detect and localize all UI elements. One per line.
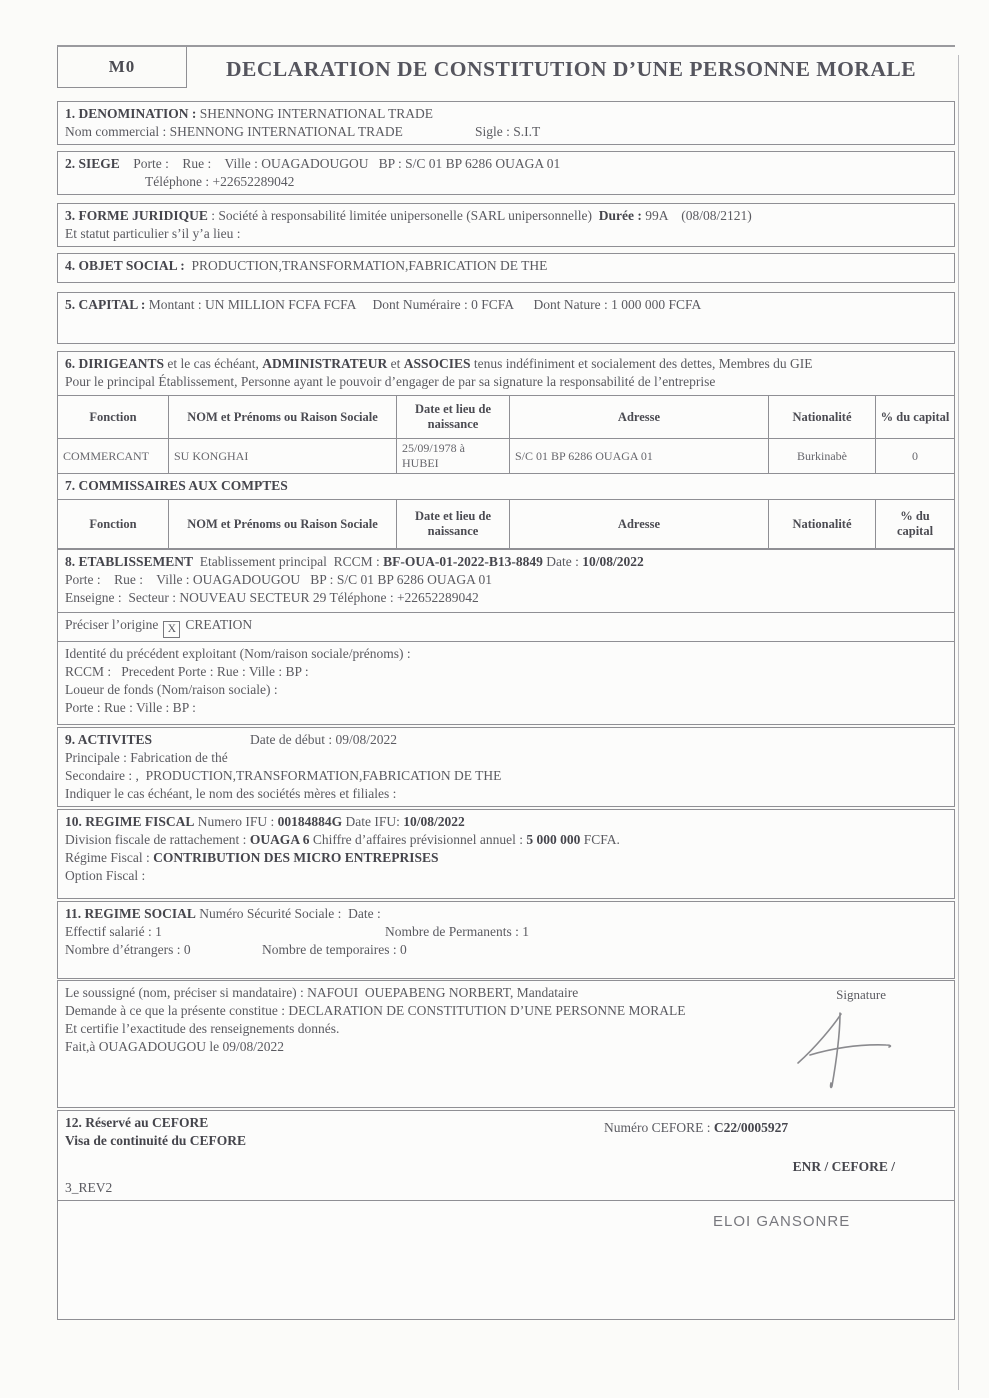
precedent-loueur: Loueur de fonds (Nom/raison sociale) :: [65, 681, 278, 697]
activites-title: 9. ACTIVITES: [65, 731, 153, 747]
dirigeants-intro1: 6. DIRIGEANTS et le cas échéant, ADMINISTRATEUR et ASSOCIES tenus indéfiniment et socialement des dettes, Membres du GIE: [65, 356, 813, 371]
sigle: Sigle : S.I.T: [475, 124, 541, 139]
activites-filiales: Indiquer le cas échéant, le nom des sociétés mères et filiales :: [65, 785, 397, 801]
etablissement-enseigne: Enseigne : Secteur : NOUVEAU SECTEUR 29 Téléphone : +22652289042: [65, 590, 479, 605]
dirigeant-fonction: COMMERCANT: [58, 439, 169, 473]
objet-social-line: 4. OBJET SOCIAL : PRODUCTION,TRANSFORMATION,FABRICATION DE THE: [65, 258, 548, 273]
section-regime-fiscal: [57, 809, 955, 899]
etrangers-line: [65, 941, 947, 959]
cefore-title: 12. Réservé au CEFORE: [65, 1114, 209, 1130]
section-footer: [57, 1200, 955, 1320]
siege-telephone: Téléphone : +22652289042: [145, 174, 295, 189]
form-revision: 3_REV2: [65, 1179, 113, 1195]
creation-checkbox: X: [163, 621, 180, 638]
activites-line: [65, 731, 947, 749]
regime-social-line: 11. REGIME SOCIAL Numéro Sécurité Sociale : Date :: [65, 905, 381, 921]
col-header-nom: NOM et Prénoms ou Raison Sociale: [169, 500, 397, 549]
form-page: [57, 45, 955, 1320]
section-siege: [57, 151, 955, 195]
section-dirigeants: [57, 351, 955, 474]
signature-label: Signature: [836, 986, 886, 1002]
siege-line: 2. SIEGE Porte : Rue : Ville : OUAGADOUGOU BP : S/C 01 BP 6286 OUAGA 01: [65, 156, 561, 171]
effectif-line: [65, 923, 947, 941]
division-fiscale-line: Division fiscale de rattachement : OUAGA 6 Chiffre d’affaires prévisionnel annuel : 5 000 000 FCFA.: [65, 831, 620, 847]
form-title: DECLARATION DE CONSTITUTION D’UNE PERSONNE MORALE: [225, 57, 917, 81]
form-code: M0: [108, 57, 136, 76]
section-precedent-exploitant: [57, 641, 955, 725]
col-header-capital: % du capital: [876, 500, 954, 549]
capital-line: 5. CAPITAL : Montant : UN MILLION FCFA FCFA Dont Numéraire : 0 FCFA Dont Nature : 1 000 000 FCFA: [65, 297, 702, 312]
regime-fiscal-line: 10. REGIME FISCAL Numero IFU : 00184884G Date IFU: 10/08/2022: [65, 813, 465, 829]
activite-secondaire: Secondaire : , PRODUCTION,TRANSFORMATION,FABRICATION DE THE: [65, 767, 502, 783]
effectif-salarie: Effectif salarié : 1: [65, 923, 162, 939]
dirigeant-nationalite: Burkinabè: [769, 439, 876, 473]
denomination-line: 1. DENOMINATION : SHENNONG INTERNATIONAL TRADE: [65, 106, 433, 121]
dirigeant-capital: 0: [912, 448, 918, 463]
commissaires-title: 7. COMMISSAIRES AUX COMPTES: [65, 478, 288, 493]
form-header: [57, 45, 955, 88]
col-header-nom: NOM et Prénoms ou Raison Sociale: [169, 396, 397, 439]
precedent-rccm: RCCM : Precedent Porte : Rue : Ville : BP :: [65, 663, 309, 679]
section-declaration: [57, 980, 955, 1108]
commissaires-table: [58, 499, 954, 549]
demande-line: Demande à ce que la présente constitue : DECLARATION DE CONSTITUTION D’UNE PERSONNE MORALE: [65, 1002, 686, 1018]
section-regime-social: [57, 901, 955, 979]
activites-date-debut: Date de début : 09/08/2022: [250, 731, 397, 747]
col-header-nationalite: Nationalité: [769, 396, 876, 439]
form-code-box: [57, 47, 187, 88]
cefore-visa: Visa de continuité du CEFORE: [65, 1132, 247, 1148]
origine-value: CREATION: [185, 617, 253, 632]
nom-commercial: Nom commercial : SHENNONG INTERNATIONAL TRADE: [65, 124, 403, 139]
section-cefore: [57, 1110, 955, 1201]
option-fiscal: Option Fiscal :: [65, 867, 146, 883]
section-forme-juridique: [57, 203, 955, 247]
activite-principale: Principale : Fabrication de thé: [65, 749, 228, 765]
regime-fiscal-type: Régime Fiscal : CONTRIBUTION DES MICRO ENTREPRISES: [65, 849, 439, 865]
cefore-enr: ENR / CEFORE /: [792, 1158, 895, 1174]
precedent-porte: Porte : Rue : Ville : BP :: [65, 699, 196, 715]
statut-particulier-line: Et statut particulier s’il y’a lieu :: [65, 226, 241, 241]
dirigeants-intro2: Pour le principal Établissement, Personne ayant le pouvoir d’engager de par sa signature la responsabilité de l’entreprise: [65, 374, 716, 389]
nom-commercial-line: [65, 123, 947, 141]
section-capital: [57, 292, 955, 344]
col-header-adresse: Adresse: [510, 500, 769, 549]
etablissement-adresse: Porte : Rue : Ville : OUAGADOUGOU BP : S/C 01 BP 6286 OUAGA 01: [65, 572, 492, 587]
col-header-adresse: Adresse: [510, 396, 769, 439]
origine-label: Préciser l’origine: [65, 617, 159, 632]
certifie-line: Et certifie l’exactitude des renseignements donnés.: [65, 1020, 340, 1036]
soussigne-line: Le soussigné (nom, préciser si mandataire) : NAFOUI OUEPABENG NORBERT, Mandataire: [65, 984, 579, 1000]
section-origine: [57, 612, 955, 642]
dirigeants-table: [58, 395, 954, 473]
section-etablissement: [57, 549, 955, 613]
signature-scribble: [790, 1003, 910, 1093]
nombre-temporaires: Nombre de temporaires : 0: [262, 941, 407, 957]
col-header-capital: % du capital: [876, 396, 954, 439]
etablissement-line: 8. ETABLISSEMENT Etablissement principal RCCM : BF-OUA-01-2022-B13-8849 Date : 10/08/2022: [65, 554, 644, 569]
nombre-permanents: Nombre de Permanents : 1: [385, 923, 529, 939]
precedent-identite: Identité du précédent exploitant (Nom/raison sociale/prénoms) :: [65, 645, 411, 661]
nombre-etrangers: Nombre d’étrangers : 0: [65, 941, 191, 957]
col-header-fonction: Fonction: [58, 500, 169, 549]
page-edge-line: [958, 55, 959, 1390]
col-header-nationalite: Nationalité: [769, 500, 876, 549]
origine-row: [65, 616, 947, 638]
section-activites: [57, 727, 955, 807]
cefore-numero: Numéro CEFORE : C22/0005927: [604, 1119, 789, 1135]
fait-a-line: Fait,à OUAGADOUGOU le 09/08/2022: [65, 1038, 284, 1054]
dirigeant-naissance: 25/09/1978 à HUBEI: [397, 439, 510, 473]
agent-name: ELOI GANSONRE: [713, 1212, 851, 1230]
section-commissaires: [57, 473, 955, 550]
dirigeant-nom: SU KONGHAI: [169, 439, 397, 473]
section-objet-social: [57, 253, 955, 283]
section-denomination: [57, 101, 955, 145]
col-header-naissance: Date et lieu de naissance: [397, 396, 510, 439]
forme-juridique-line: 3. FORME JURIDIQUE : Société à responsabilité limitée unipersonelle (SARL unipersonnelle) Durée : 99A (08/08/2121): [65, 208, 752, 223]
col-header-naissance: Date et lieu de naissance: [397, 500, 510, 549]
dirigeant-adresse: S/C 01 BP 6286 OUAGA 01: [510, 439, 769, 473]
col-header-fonction: Fonction: [58, 396, 169, 439]
